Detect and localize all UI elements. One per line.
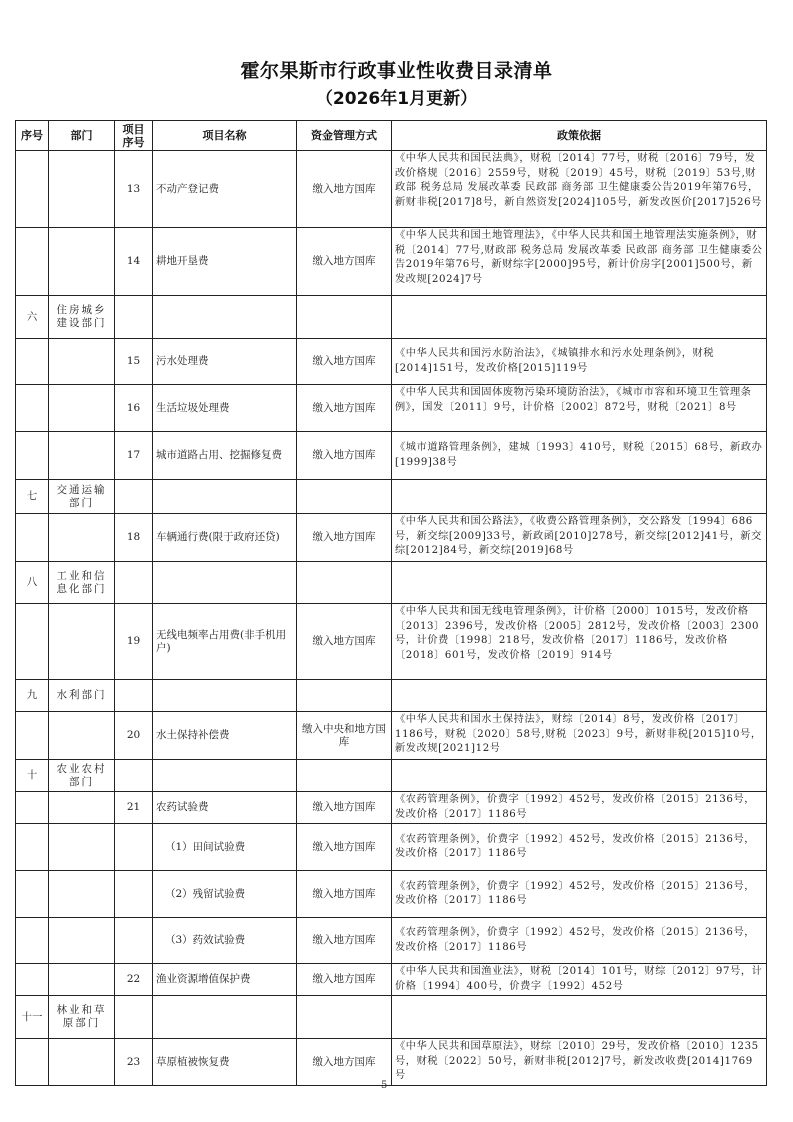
row-policy [392,296,767,339]
row-dept [49,792,115,824]
row-dept: 交通运输部门 [49,480,115,514]
row-item-name: 渔业资源增值保护费 [153,964,297,996]
row-fund-mgmt: 缴入地方国库 [297,228,392,296]
department-row [16,680,767,712]
row-policy: 《中华人民共和国草原法》，财综〔2010〕29号，发改价格〔2010〕1235号，财税〔2022〕50号，新财非税[2012]7号，新发改收费[2014]1769号 [392,1039,767,1086]
row-fund-mgmt: 缴入地方国库 [297,792,392,824]
row-dept [49,964,115,996]
row-dept [49,1039,115,1086]
row-item-name: 不动产登记费 [153,151,297,228]
header-item-seq-line1: 项目 [122,122,145,136]
row-item-name [153,480,297,514]
header-seq: 序号 [16,121,49,151]
row-item-name: 车辆通行费(限于政府还贷) [153,514,297,562]
row-item-name [153,996,297,1039]
row-policy: 《中华人民共和国污水防治法》，《城镇排水和污水处理条例》，财税[2014]151号，发改价格[2015]119号 [392,339,767,385]
row-item-name: 水土保持补偿费 [153,712,297,760]
row-dept [49,385,115,432]
row-dept: 工业和信息化部门 [49,562,115,604]
row-item-seq [115,824,153,871]
row-policy: 《中华人民共和国无线电管理条例》，计价格〔2000〕1015号，发改价格〔2013〕2396号，发改价格〔2005〕2812号，发改价格〔2003〕2300号，计价费〔1998〕218号，发改价格〔2017〕1186号，发改价格〔2018〕601号，发改价格〔2019〕914号 [392,604,767,680]
row-item-name: （3）药效试验费 [153,918,297,964]
row-seq [16,151,49,228]
row-fund-mgmt: 缴入地方国库 [297,918,392,964]
row-item-seq [115,480,153,514]
row-policy: 《中华人民共和国水土保持法》，财综〔2014〕8号，发改价格〔2017〕1186号，财税〔2020〕58号,财税〔2023〕9号，新财非税[2015]10号，新发改规[2021]12号 [392,712,767,760]
fee-item-row [16,151,767,228]
row-item-seq: 14 [115,228,153,296]
row-fund-mgmt: 缴入地方国库 [297,824,392,871]
row-seq [16,385,49,432]
department-row [16,562,767,604]
header-item-seq [115,121,153,151]
row-item-seq: 19 [115,604,153,680]
row-item-seq [115,562,153,604]
row-item-name: （1）田间试验费 [153,824,297,871]
row-fund-mgmt [297,760,392,792]
row-item-name: （2）残留试验费 [153,871,297,918]
fee-item-row [16,604,767,680]
row-item-seq: 20 [115,712,153,760]
row-item-name [153,562,297,604]
row-fund-mgmt [297,296,392,339]
row-policy [392,760,767,792]
row-dept [49,604,115,680]
row-seq [16,918,49,964]
row-dept [49,824,115,871]
row-seq [16,228,49,296]
row-dept: 水利部门 [49,680,115,712]
row-dept [49,514,115,562]
fee-item-row [16,385,767,432]
row-policy: 《中华人民共和国渔业法》，财税〔2014〕101号，财综〔2012〕97号，计价格〔1994〕400号，价费字〔1992〕452号 [392,964,767,996]
row-policy: 《中华人民共和国固体废物污染环境防治法》，《城市市容和环境卫生管理条例》，国发〔2011〕9号，计价格〔2002〕872号，财税〔2021〕8号 [392,385,767,432]
row-fund-mgmt [297,680,392,712]
fee-item-row [16,964,767,996]
row-item-seq [115,680,153,712]
row-seq [16,871,49,918]
row-seq [16,339,49,385]
row-fund-mgmt: 缴入地方国库 [297,604,392,680]
row-seq [16,1039,49,1086]
row-policy [392,480,767,514]
row-fund-mgmt: 缴入地方国库 [297,964,392,996]
row-fund-mgmt: 缴入地方国库 [297,871,392,918]
row-fund-mgmt: 缴入地方国库 [297,385,392,432]
row-item-seq [115,760,153,792]
document-title: 霍尔果斯市行政事业性收费目录清单 [240,60,553,82]
row-item-seq: 23 [115,1039,153,1086]
row-item-name [153,680,297,712]
fee-item-row [16,228,767,296]
row-item-name: 农药试验费 [153,792,297,824]
row-policy: 《农药管理条例》，价费字〔1992〕452号，发改价格〔2015〕2136号，发改价格〔2017〕1186号 [392,792,767,824]
row-dept [49,712,115,760]
row-dept [49,432,115,480]
row-seq: 八 [16,562,49,604]
row-dept: 农业农村部门 [49,760,115,792]
fee-item-row [16,432,767,480]
row-item-seq: 21 [115,792,153,824]
row-item-name: 城市道路占用、挖掘修复费 [153,432,297,480]
department-row [16,760,767,792]
row-seq [16,514,49,562]
row-fund-mgmt: 缴入中央和地方国库 [297,712,392,760]
row-policy: 《农药管理条例》，价费字〔1992〕452号，发改价格〔2015〕2136号，发改价格〔2017〕1186号 [392,918,767,964]
row-item-seq [115,918,153,964]
row-fund-mgmt [297,480,392,514]
row-fund-mgmt: 缴入地方国库 [297,151,392,228]
fee-item-row [16,871,767,918]
row-seq: 六 [16,296,49,339]
row-seq: 十 [16,760,49,792]
row-seq [16,964,49,996]
row-seq [16,432,49,480]
row-dept [49,918,115,964]
row-fund-mgmt [297,996,392,1039]
header-policy: 政策依据 [392,121,767,151]
row-item-name: 无线电频率占用费(非手机用户) [153,604,297,680]
row-dept: 住房城乡建设部门 [49,296,115,339]
row-dept [49,339,115,385]
row-dept [49,151,115,228]
row-item-seq: 15 [115,339,153,385]
row-item-name [153,760,297,792]
row-seq [16,824,49,871]
fee-item-row [16,339,767,385]
row-fund-mgmt: 缴入地方国库 [297,514,392,562]
row-item-name [153,296,297,339]
row-item-seq: 18 [115,514,153,562]
row-policy: 《中华人民共和国土地管理法》，《中华人民共和国土地管理法实施条例》，财税〔2014〕77号,财政部 税务总局 发展改革委 民政部 商务部 卫生健康委公告2019年第76号，新财综字[2000]95号，新计价房字[2001]500号，新发改规[2024]7号 [392,228,767,296]
header-fund-mgmt: 资金管理方式 [297,121,392,151]
row-policy: 《中华人民共和国公路法》，《收费公路管理条例》，交公路发〔1994〕686号，新交综[2009]33号，新政函[2010]278号，新交综[2012]41号，新交综[2012]84号，新交综[2019]68号 [392,514,767,562]
row-item-seq [115,871,153,918]
row-seq [16,604,49,680]
fee-item-row [16,712,767,760]
row-dept [49,228,115,296]
row-policy [392,680,767,712]
row-seq: 九 [16,680,49,712]
row-item-seq [115,996,153,1039]
row-policy [392,996,767,1039]
row-item-seq: 13 [115,151,153,228]
row-policy: 《城市道路管理条例》，建城〔1993〕410号，财税〔2015〕68号，新政办[1999]38号 [392,432,767,480]
row-item-name: 生活垃圾处理费 [153,385,297,432]
row-seq [16,792,49,824]
row-item-seq [115,296,153,339]
row-item-seq: 17 [115,432,153,480]
row-dept [49,871,115,918]
row-fund-mgmt [297,562,392,604]
fee-item-row [16,1039,767,1086]
row-dept: 林业和草原部门 [49,996,115,1039]
row-policy: 《农药管理条例》，价费字〔1992〕452号，发改价格〔2015〕2136号，发改价格〔2017〕1186号 [392,871,767,918]
row-fund-mgmt: 缴入地方国库 [297,432,392,480]
fee-item-row [16,918,767,964]
row-seq [16,712,49,760]
row-fund-mgmt: 缴入地方国库 [297,1039,392,1086]
fee-item-row [16,514,767,562]
row-seq: 七 [16,480,49,514]
header-dept: 部门 [49,121,115,151]
row-item-seq: 22 [115,964,153,996]
row-fund-mgmt: 缴入地方国库 [297,339,392,385]
department-row [16,480,767,514]
row-policy: 《农药管理条例》，价费字〔1992〕452号，发改价格〔2015〕2136号，发改价格〔2017〕1186号 [392,824,767,871]
department-row [16,296,767,339]
fee-item-row [16,824,767,871]
row-item-name: 耕地开垦费 [153,228,297,296]
fee-item-row [16,792,767,824]
row-item-seq: 16 [115,385,153,432]
row-policy: 《中华人民共和国民法典》，财税〔2014〕77号，财税〔2016〕79号，发改价格规〔2016〕2559号，财税〔2019〕45号，财税〔2019〕53号,财政部 税务总局 发展改革委 民政部 商务部 卫生健康委公告2019年第76号，新财非税[2017]8号，新自然资发[2024]105号，新发改医价[2017]526号 [392,151,767,228]
document-subtitle: （2026年1月更新） [315,89,478,109]
row-seq: 十一 [16,996,49,1039]
page-number: 5 [381,1080,388,1091]
table-header-row [16,121,767,151]
row-item-name: 草原植被恢复费 [153,1039,297,1086]
header-item-name: 项目名称 [153,121,297,151]
department-row [16,996,767,1039]
fee-catalog-table [15,120,767,1086]
header-item-seq-line2: 序号 [122,135,145,149]
row-item-name: 污水处理费 [153,339,297,385]
row-policy [392,562,767,604]
